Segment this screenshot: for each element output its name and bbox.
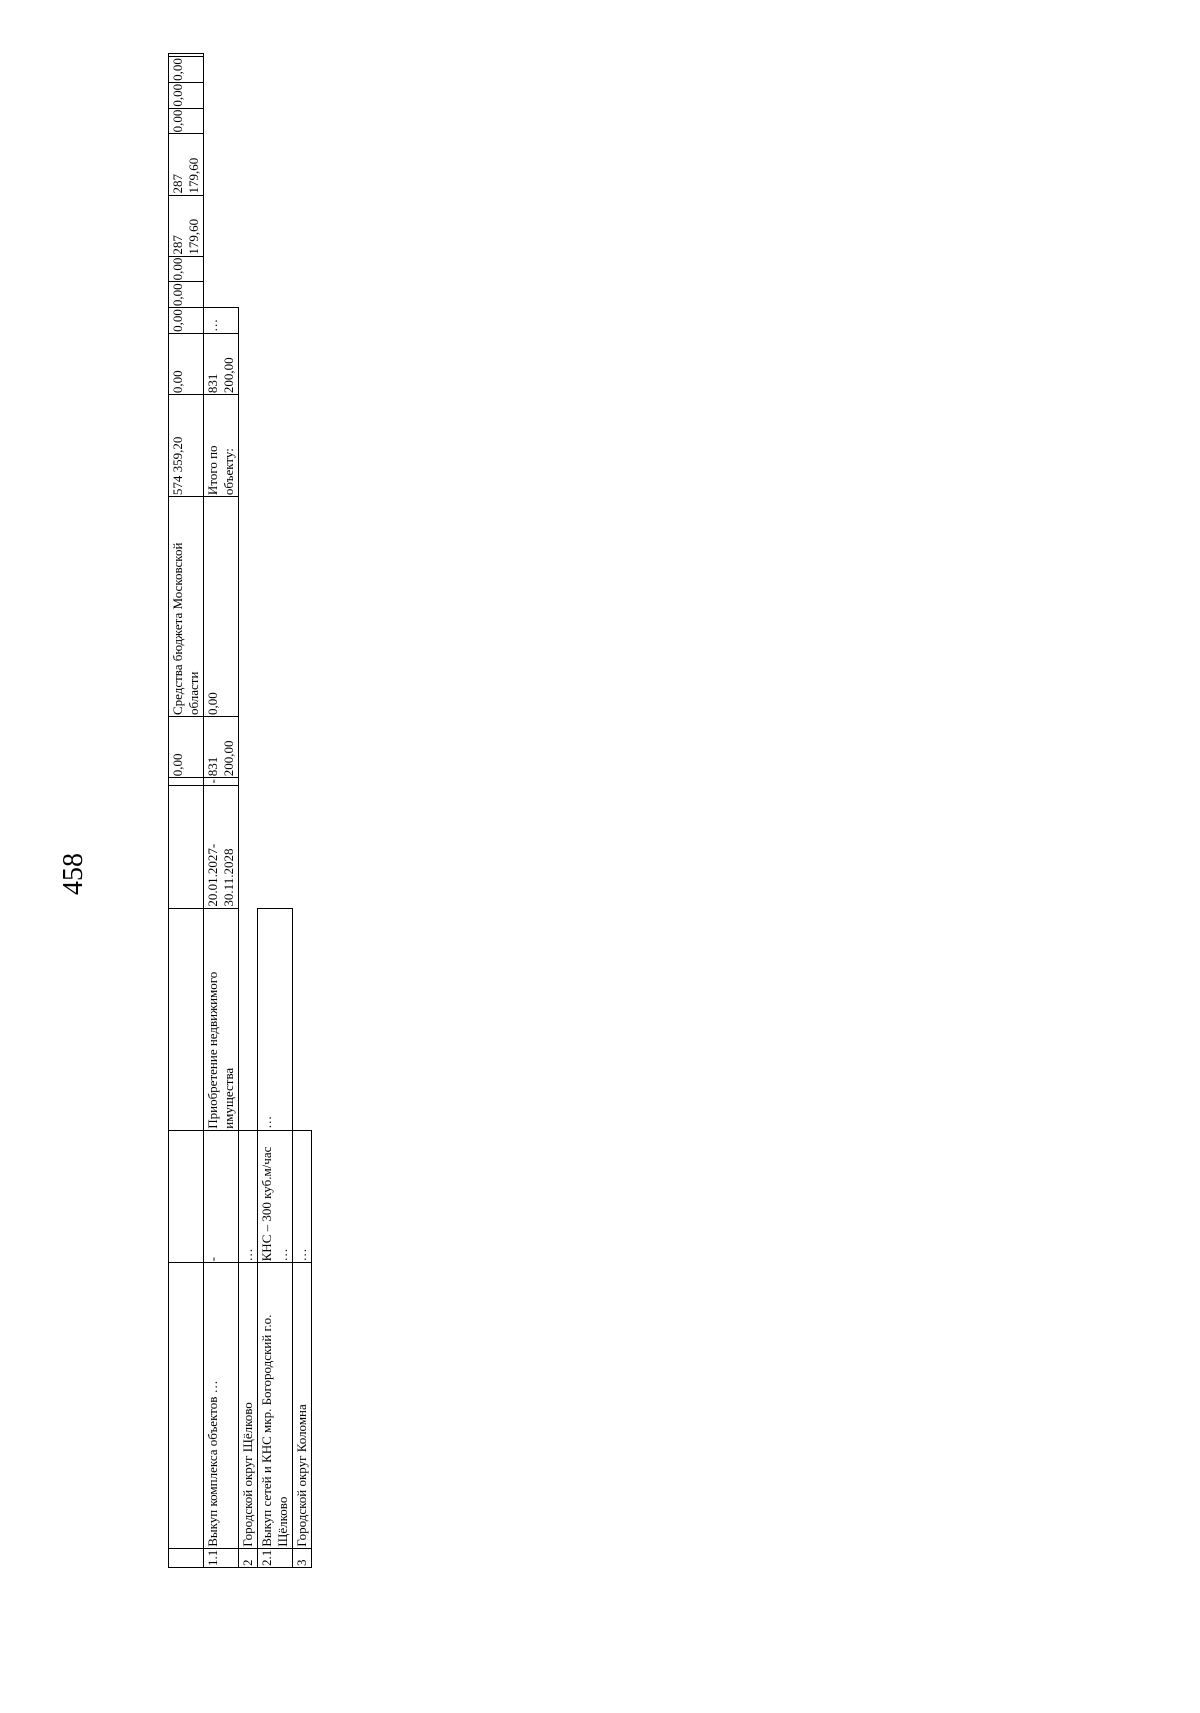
table-row [239,54,258,1568]
table-cell: 287 179,60 [169,134,204,195]
table-cell: 0,00 [169,308,204,334]
table-cell: 0,00 [169,256,204,282]
table-row [169,54,204,1568]
table-cell: … [293,1130,312,1263]
table-row [258,54,293,1568]
table-cell: 3 [293,1548,312,1567]
table-cell: 20.01.2027-30.11.2028 [204,785,239,908]
table-cell: - [204,1130,239,1263]
budget-table [168,53,312,1568]
table-cell: 0,00 [169,108,204,134]
table-cell [169,1263,204,1548]
table-cell: Итого по объекту: [204,395,239,497]
table-cell: Выкуп сетей и КНС мкр. Богородский г.о. Щёлково [258,1263,293,1548]
table-cell [169,785,204,908]
table-cell: 831 200,00 [204,333,239,394]
table-cell: 0,00 [204,497,239,717]
table-cell: 574 359,20 [169,395,204,497]
table-cell: - [204,778,239,785]
table-cell [169,908,204,1130]
page-number: 458 [58,853,89,895]
table-cell: 287 179,60 [169,195,204,256]
table-cell: 0,00 [169,57,204,83]
table-cell [169,54,204,57]
table-cell: Средства бюджета Московской области [169,497,204,717]
table-cell: 0,00 [169,333,204,394]
table-cell [169,1548,204,1567]
table-cell: 1.1 [204,1548,239,1567]
table-cell: КНС – 300 куб.м/час … [258,1130,293,1263]
table-cell: … [204,308,239,334]
table-cell: … [239,1130,258,1263]
table-cell: Городской округ Щёлково [239,1263,258,1548]
table-cell: 0,00 [169,717,204,778]
table-row [293,54,312,1568]
table-cell [169,1130,204,1263]
table-cell: … [258,908,293,1130]
table-cell: Выкуп комплекса объектов … [204,1263,239,1548]
table-cell: 831 200,00 [204,717,239,778]
table-cell: 2.1 [258,1548,293,1567]
table-cell: Приобретение недвижимого имущества [204,908,239,1130]
table-cell: 0,00 [169,82,204,108]
table-row [204,54,239,1568]
table-cell [169,778,204,785]
table-cell: 0,00 [169,282,204,308]
table-cell: Городской округ Коломна [293,1263,312,1548]
table-cell: 2 [239,1548,258,1567]
